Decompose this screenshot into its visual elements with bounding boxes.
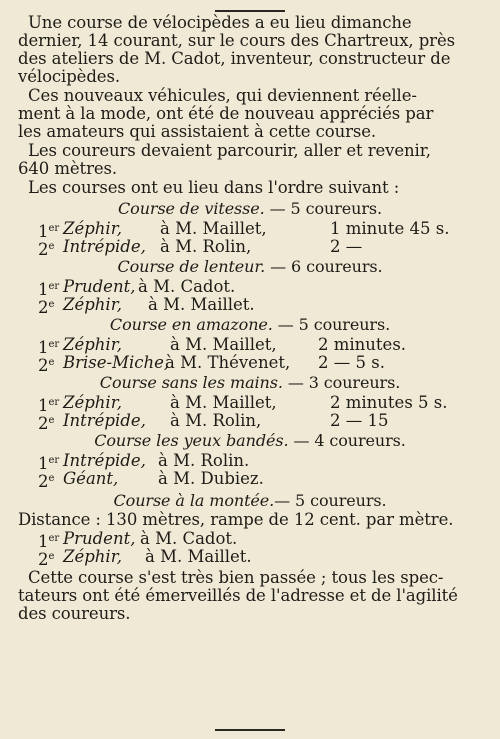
race-heading xyxy=(0,492,500,510)
para4-line: Les courses ont eu lieu dans l'ordre suivant : xyxy=(28,178,400,197)
result-name: Zéphir, xyxy=(63,393,123,412)
result-name: Prudent, xyxy=(63,277,136,296)
result-owner: à M. Maillet, xyxy=(170,393,277,412)
bottom-rule xyxy=(215,729,285,731)
result-owner: à M. Maillet, xyxy=(170,335,277,354)
race-count: — 3 coureurs. xyxy=(287,373,401,392)
result-owner: à M. Dubiez. xyxy=(158,469,264,488)
para3-line: Les coureurs devaient parcourir, aller et revenir, xyxy=(28,141,431,160)
result-owner: à M. Cadot. xyxy=(140,529,238,548)
para2-line: Ces nouveaux véhicules, qui deviennent réelle- xyxy=(28,86,417,105)
result-row xyxy=(0,393,500,415)
race-heading xyxy=(0,432,500,450)
result-owner: à M. Maillet. xyxy=(148,295,255,314)
result-name: Prudent, xyxy=(63,529,136,548)
result-rank: 1er xyxy=(38,532,60,551)
result-rank: 2e xyxy=(38,298,55,317)
result-rank: 1er xyxy=(38,396,60,415)
closing-line: tateurs ont été émerveillés de l'adresse et de l'agilité xyxy=(18,586,458,605)
result-row xyxy=(0,547,500,569)
result-name: Intrépide, xyxy=(63,411,146,430)
race-title: Course sans les mains. xyxy=(99,373,283,392)
result-rank: 2e xyxy=(38,414,55,433)
result-row xyxy=(0,219,500,241)
race-count: — 5 coureurs. xyxy=(277,315,391,334)
result-name: Zéphir, xyxy=(63,295,123,314)
race-title: Course en amazone. xyxy=(109,315,273,334)
result-time: 2 — 15 xyxy=(330,411,389,430)
race-heading xyxy=(0,316,500,334)
result-time: 1 minute 45 s. xyxy=(330,219,450,238)
result-name: Zéphir, xyxy=(63,335,123,354)
result-owner: à M. Rolin. xyxy=(158,451,250,470)
intro-line: Une course de vélocipèdes a eu lieu dimanche xyxy=(28,13,412,32)
race-title: Course de lenteur. xyxy=(117,257,266,276)
result-owner: à M. Maillet. xyxy=(145,547,252,566)
race-title: Course de vitesse. xyxy=(118,199,265,218)
result-name: Intrépide, xyxy=(63,237,146,256)
intro-line: vélocipèdes. xyxy=(18,67,120,86)
race-heading xyxy=(0,200,500,218)
result-row xyxy=(0,335,500,357)
result-rank: 1er xyxy=(38,454,60,473)
result-time: 2 minutes. xyxy=(318,335,407,354)
race-title: Course les yeux bandés. xyxy=(94,431,289,450)
race-count: — 5 coureurs. xyxy=(274,491,387,510)
result-rank: 1er xyxy=(38,222,60,241)
result-name: Zéphir, xyxy=(63,219,123,238)
result-owner: à M. Cadot. xyxy=(138,277,236,296)
result-row xyxy=(0,237,500,259)
closing-line: Cette course s'est très bien passée ; tous les spec- xyxy=(28,568,444,587)
para2-line: ment à la mode, ont été de nouveau appréciés par xyxy=(18,104,434,123)
result-time: 2 — 5 s. xyxy=(318,353,385,372)
race-note: Distance : 130 mètres, rampe de 12 cent. par mètre. xyxy=(18,510,454,529)
result-row xyxy=(0,353,500,375)
intro-line: des ateliers de M. Cadot, inventeur, constructeur de xyxy=(18,49,451,68)
result-rank: 1er xyxy=(38,338,60,357)
result-name: Zéphir, xyxy=(63,547,123,566)
race-count: — 4 coureurs. xyxy=(293,431,406,450)
result-rank: 2e xyxy=(38,472,55,491)
closing-line: des coureurs. xyxy=(18,604,131,623)
race-title: Course à la montée. xyxy=(113,491,275,510)
result-row xyxy=(0,469,500,491)
result-time: 2 — xyxy=(330,237,363,256)
result-name: Intrépide, xyxy=(63,451,146,470)
result-rank: 1er xyxy=(38,280,60,299)
race-count: — 5 coureurs. xyxy=(269,199,382,218)
race-heading xyxy=(0,374,500,392)
result-row xyxy=(0,277,500,299)
intro-line: dernier, 14 courant, sur le cours des Chartreux, près xyxy=(18,31,455,50)
result-row xyxy=(0,411,500,433)
result-time: 2 minutes 5 s. xyxy=(330,393,448,412)
result-row xyxy=(0,529,500,551)
result-row xyxy=(0,451,500,473)
result-rank: 2e xyxy=(38,240,55,259)
result-owner: à M. Rolin, xyxy=(160,237,252,256)
para2-line: les amateurs qui assistaient à cette course. xyxy=(18,122,377,141)
result-name: Brise-Miche, xyxy=(63,353,170,372)
race-heading xyxy=(0,258,500,276)
para3-line: 640 mètres. xyxy=(18,159,118,178)
result-owner: à M. Rolin, xyxy=(170,411,262,430)
race-count: — 6 coureurs. xyxy=(270,257,383,276)
result-row xyxy=(0,295,500,317)
result-name: Géant, xyxy=(63,469,119,488)
top-rule xyxy=(215,10,285,12)
result-owner: à M. Maillet, xyxy=(160,219,267,238)
result-owner: à M. Thévenet, xyxy=(165,353,291,372)
result-rank: 2e xyxy=(38,356,55,375)
result-rank: 2e xyxy=(38,550,55,569)
